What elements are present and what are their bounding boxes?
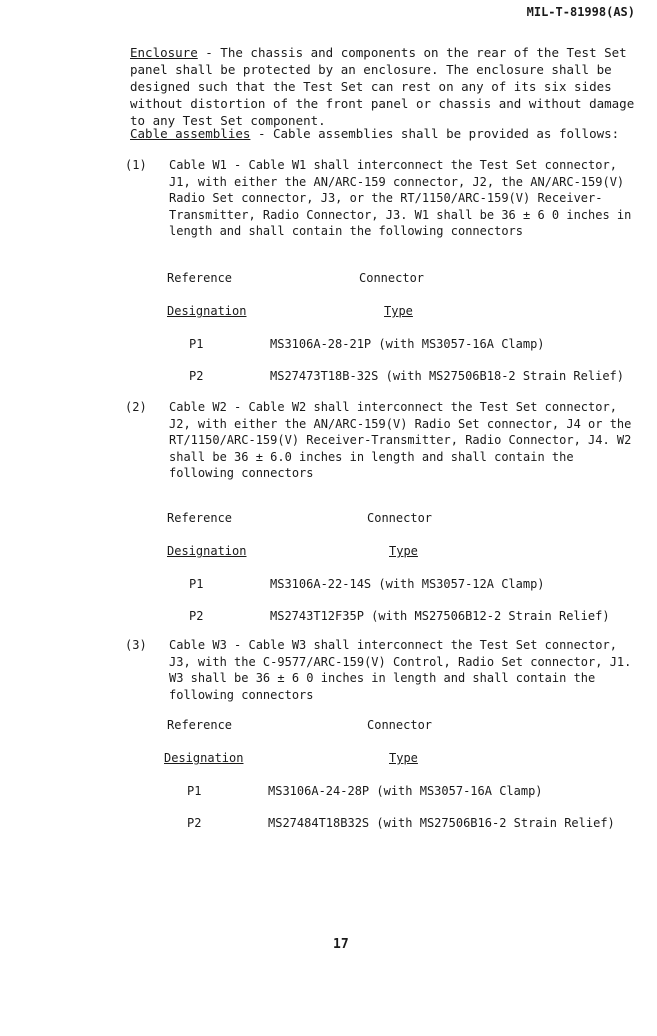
table-row: P2 MS2743T12F35P (with MS27506B12-2 Strain Relief) [189,609,610,623]
section-body: - Cable assemblies shall be provided as follows: [250,126,620,141]
page-number: 17 [333,937,349,952]
col-header-reference: Reference [167,271,233,285]
connector-table-w3 [164,718,657,833]
table-row: P2 MS27484T18B32S (with MS27506B16-2 Strain Relief) [187,816,615,830]
col-header-designation: Designation [167,544,247,558]
section-3-7-8 [2,125,642,142]
connector-table-w2 [167,511,657,626]
col-header-type: Type [389,751,418,765]
section-3-7-7 [2,44,642,129]
col-header-type: Type [384,304,413,318]
col-header-connector: Connector [367,718,433,732]
item-text: Cable W3 - Cable W3 shall interconnect the Test Set connector, J3, with the C-9577/ARC-159(V) Control, Radio Set connector, J1. W3 shall be 36 ± 6 0 inches in length and shall contain the following connectors [169,638,632,702]
connector-table-w1 [167,271,657,386]
item-number: (2) [125,400,147,414]
item-number: (3) [125,638,147,652]
col-header-type: Type [389,544,418,558]
table-row: P2 MS27473T18B-32S (with MS27506B18-2 Strain Relief) [189,369,625,383]
section-title: Cable assemblies [130,126,251,141]
cable-item-w3 [125,637,655,703]
col-header-reference: Reference [167,718,233,732]
col-header-designation: Designation [164,751,244,765]
col-header-connector: Connector [367,511,433,525]
item-text: Cable W1 - Cable W1 shall interconnect the Test Set connector, J1, with either the AN/ARC-159 connector, J2, the AN/ARC-159(V) Radio Set connector, J3, or the RT/1150/ARC-159(V) Receiver-Transmitter, Radio Connector, J3. W1 shall be 36 ± 6 0 inches in length and shall contain the following connectors [169,158,632,238]
item-number: (1) [125,158,147,172]
item-text: Cable W2 - Cable W2 shall interconnect the Test Set connector, J2, with either the AN/ARC-159(V) Radio Set connector, J4 or the RT/1150/ARC-159(V) Receiver-Transmitter, Radio Connector, J4. W2 shall be 36 ± 6.0 inches in length and shall contain the following connectors [169,400,632,480]
section-title: Enclosure [130,45,198,60]
col-header-designation: Designation [167,304,247,318]
cable-item-w1 [125,157,655,240]
col-header-reference: Reference [167,511,233,525]
document-id-header: MIL-T-81998(AS) [526,5,635,19]
table-row: P1 MS3106A-28-21P (with MS3057-16A Clamp) [189,337,545,351]
section-body: - The chassis and components on the rear of the Test Set panel shall be protected by an enclosure. The enclosure shall be designed such that the Test Set can rest on any of its six sides without distortion of the front panel or chassis and without damage to any Test Set component. [130,45,635,128]
table-row: P1 MS3106A-24-28P (with MS3057-16A Clamp) [187,784,543,798]
cable-item-w2 [125,399,655,482]
table-row: P1 MS3106A-22-14S (with MS3057-12A Clamp) [189,577,545,591]
col-header-connector: Connector [359,271,425,285]
